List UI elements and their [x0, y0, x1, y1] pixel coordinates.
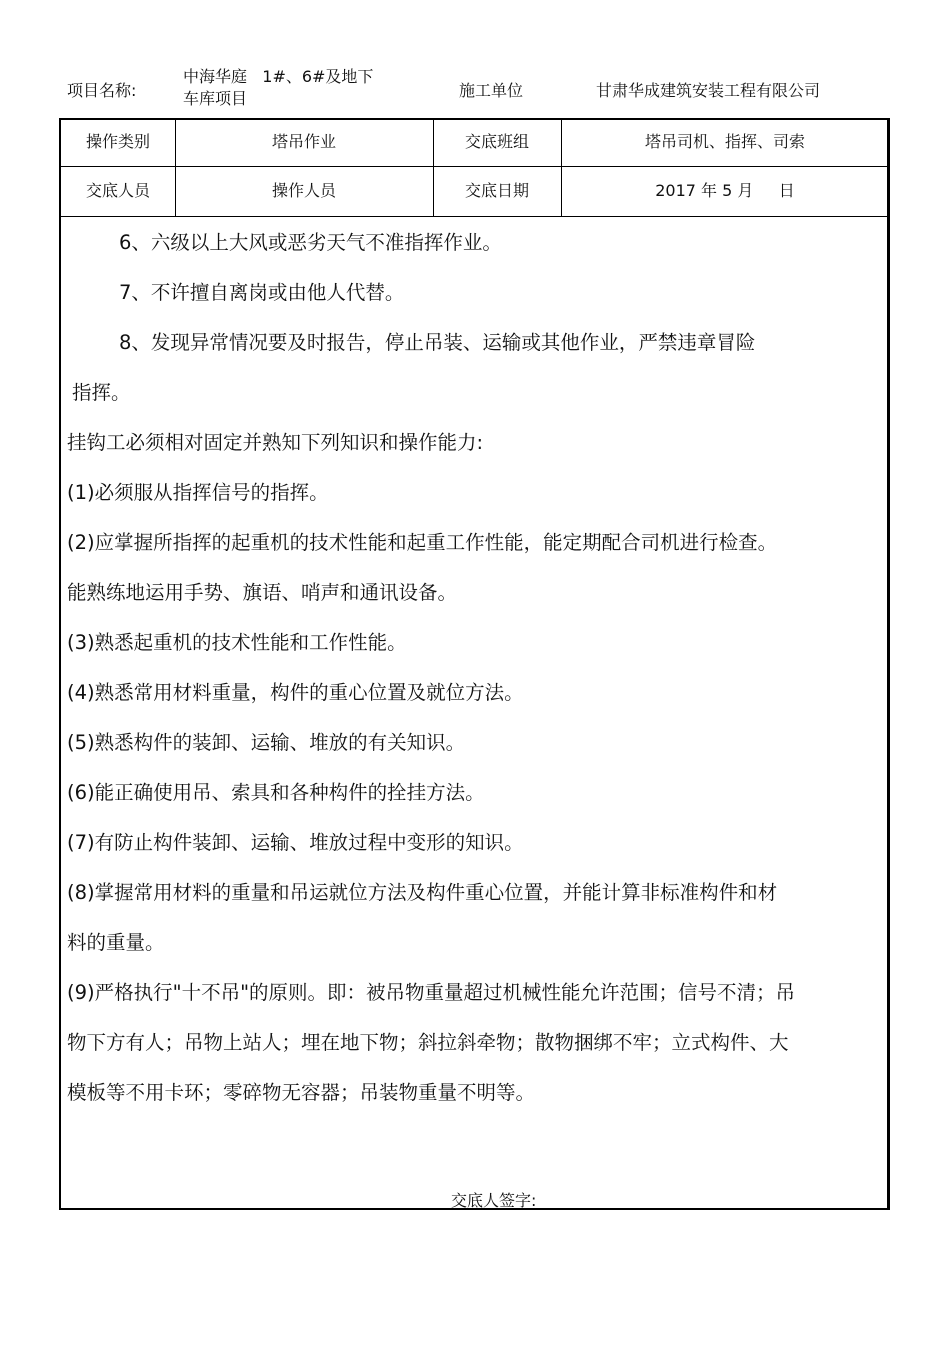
content-line: 模板等不用卡环；零碎物无容器；吊装物重量不明等。 [67, 1081, 536, 1104]
content-line: (7)有防止构件装卸、运输、堆放过程中变形的知识。 [67, 831, 524, 854]
content-line: 挂钩工必须相对固定并熟知下列知识和操作能力: [67, 431, 484, 454]
date-value: 2017 年 5 月 日 [655, 181, 795, 200]
construction-unit-value: 甘肃华成建筑安装工程有限公司 [596, 81, 821, 100]
content-line: (2)应掌握所指挥的起重机的技术性能和起重工作性能，能定期配合司机进行检查。 [67, 531, 778, 554]
briefer-label: 交底人员 [85, 181, 150, 200]
content-line: (1)必须服从指挥信号的指挥。 [67, 481, 329, 504]
content-line: (8)掌握常用材料的重量和吊运就位方法及构件重心位置，并能计算非标准构件和材 [67, 881, 778, 904]
construction-unit-label: 施工单位 [459, 81, 524, 100]
team-value: 塔吊司机、指挥、司索 [644, 132, 805, 151]
content-line: 7、不许擅自离岗或由他人代替。 [119, 281, 405, 304]
briefer-value: 操作人员 [271, 181, 336, 200]
content-line: 料的重量。 [67, 931, 165, 954]
operation-type-value: 塔吊作业 [271, 132, 336, 151]
row1-bottom-border [61, 166, 887, 167]
content-line: (5)熟悉构件的装卸、运输、堆放的有关知识。 [67, 731, 466, 754]
content-line: (9)严格执行"十不吊"的原则。即：被吊物重量超过机械性能允许范围；信号不清；吊 [67, 981, 796, 1004]
content-line: 物下方有人；吊物上站人；埋在地下物；斜拉斜牵物；散物捆绑不牢；立式构件、大 [67, 1031, 789, 1054]
date-label: 交底日期 [464, 181, 529, 200]
row2-bottom-border [61, 216, 887, 217]
content-line: (4)熟悉常用材料重量，构件的重心位置及就位方法。 [67, 681, 524, 704]
team-label: 交底班组 [464, 132, 529, 151]
content-line: 能熟练地运用手势、旗语、哨声和通讯设备。 [67, 581, 458, 604]
project-name-value [183, 66, 398, 110]
content-line: 指挥。 [72, 381, 131, 404]
content-line: 6、六级以上大风或恶劣天气不准指挥作业。 [119, 231, 502, 254]
content-line: 8、发现异常情况要及时报告，停止吊装、运输或其他作业，严禁违章冒险 [119, 331, 756, 354]
operation-type-label: 操作类别 [85, 132, 150, 151]
signature-label: 交底人签字: [451, 1191, 537, 1210]
content-line: (3)熟悉起重机的技术性能和工作性能。 [67, 631, 407, 654]
project-name-label: 项目名称: [67, 81, 137, 100]
content-line: (6)能正确使用吊、索具和各种构件的拴挂方法。 [67, 781, 485, 804]
project-name-line1: 中海华庭 1#、6#及地下 [183, 67, 374, 86]
project-name-line2: 车库项目 [183, 89, 248, 108]
